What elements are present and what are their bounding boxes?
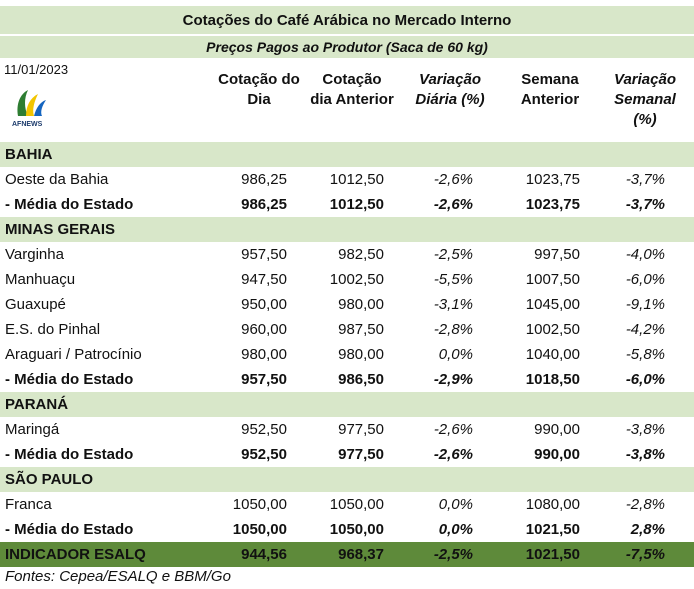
table-row: [0, 417, 694, 442]
cotacao-anterior-cell: 982,50: [338, 246, 384, 263]
cotacao-dia-cell: 957,50: [241, 246, 287, 263]
section-row: [0, 142, 694, 167]
semana-anterior-cell: 1023,75: [525, 171, 580, 188]
section-row: [0, 217, 694, 242]
date-label: 11/01/2023: [4, 62, 69, 77]
cotacao-dia-cell: 1050,00: [232, 521, 287, 538]
row-label: SÃO PAULO: [5, 471, 94, 488]
cotacao-dia-cell: 950,00: [241, 296, 287, 313]
variacao-semanal-cell: -6,0%: [625, 271, 665, 288]
state-average-row: [0, 442, 694, 467]
cotacao-anterior-cell: 980,00: [338, 346, 384, 363]
semana-anterior-cell: 990,00: [534, 446, 580, 463]
variacao-semanal-cell: -9,1%: [625, 296, 665, 313]
cotacao-anterior-cell: 968,37: [338, 546, 384, 563]
cotacao-anterior-cell: 977,50: [338, 446, 384, 463]
variacao-diaria-cell: -3,1%: [433, 296, 473, 313]
variacao-semanal-cell: -2,8%: [625, 496, 665, 513]
logo-text: AFNEWS: [12, 121, 43, 128]
table-row: [0, 167, 694, 192]
row-label: Oeste da Bahia: [5, 171, 109, 188]
header-cotacao-dia: Cotação do Dia: [218, 71, 300, 108]
cotacao-anterior-cell: 986,50: [338, 371, 384, 388]
variacao-semanal-cell: -3,7%: [625, 196, 665, 213]
row-label: Varginha: [5, 246, 64, 263]
cotacao-dia-cell: 944,56: [241, 546, 287, 563]
cotacao-anterior-cell: 1002,50: [329, 271, 384, 288]
semana-anterior-cell: 1007,50: [525, 271, 580, 288]
cotacao-dia-cell: 1050,00: [232, 496, 287, 513]
variacao-diaria-cell: -2,8%: [433, 321, 473, 338]
cotacao-anterior-cell: 987,50: [338, 321, 384, 338]
cotacao-anterior-cell: 1050,00: [329, 521, 384, 538]
row-label: E.S. do Pinhal: [5, 321, 101, 338]
row-label: - Média do Estado: [5, 521, 134, 538]
row-label: - Média do Estado: [5, 196, 134, 213]
variacao-semanal-cell: -6,0%: [625, 371, 665, 388]
row-label: Guaxupé: [5, 296, 66, 313]
variacao-diaria-cell: -2,5%: [433, 546, 473, 563]
row-label: - Média do Estado: [5, 446, 134, 463]
sources-footer: Fontes: Cepea/ESALQ e BBM/Go: [5, 568, 231, 585]
semana-anterior-cell: 997,50: [534, 246, 580, 263]
cotacao-dia-cell: 986,25: [241, 196, 287, 213]
section-row: [0, 467, 694, 492]
section-row: [0, 392, 694, 417]
header-variacao-semanal: Variação Semanal (%): [614, 71, 676, 128]
variacao-diaria-cell: -2,6%: [433, 446, 473, 463]
header-variacao-diaria: Variação Diária (%): [415, 71, 485, 108]
variacao-semanal-cell: -5,8%: [625, 346, 665, 363]
variacao-diaria-cell: 0,0%: [438, 496, 473, 513]
cotacao-dia-cell: 986,25: [241, 171, 287, 188]
cotacao-dia-cell: 947,50: [241, 271, 287, 288]
variacao-semanal-cell: -3,7%: [625, 171, 665, 188]
variacao-diaria-cell: -5,5%: [433, 271, 473, 288]
row-label: PARANÁ: [5, 396, 69, 413]
state-average-row: [0, 192, 694, 217]
row-label: Franca: [5, 496, 52, 513]
cotacao-anterior-cell: 977,50: [338, 421, 384, 438]
cotacao-dia-cell: 952,50: [241, 421, 287, 438]
semana-anterior-cell: 1045,00: [525, 296, 580, 313]
semana-anterior-cell: 1002,50: [525, 321, 580, 338]
header-cotacao-anterior: Cotação dia Anterior: [310, 71, 394, 108]
table-row: [0, 342, 694, 367]
variacao-diaria-cell: 0,0%: [438, 521, 473, 538]
row-label: Maringá: [5, 421, 60, 438]
indicator-row: [0, 542, 694, 567]
table-row: [0, 292, 694, 317]
semana-anterior-cell: 1018,50: [525, 371, 580, 388]
cotacao-anterior-cell: 1012,50: [329, 196, 384, 213]
variacao-semanal-cell: -4,2%: [625, 321, 665, 338]
variacao-diaria-cell: -2,9%: [433, 371, 473, 388]
afnews-logo: [8, 86, 52, 130]
table-subtitle: Preços Pagos ao Produtor (Saca de 60 kg): [0, 36, 694, 58]
cotacao-dia-cell: 957,50: [241, 371, 287, 388]
state-average-row: [0, 367, 694, 392]
variacao-semanal-cell: -3,8%: [625, 446, 665, 463]
header-semana-anterior: Semana Anterior: [520, 71, 580, 108]
state-average-row: [0, 517, 694, 542]
cotacao-anterior-cell: 1050,00: [329, 496, 384, 513]
variacao-semanal-cell: -3,8%: [625, 421, 665, 438]
cotacao-dia-cell: 952,50: [241, 446, 287, 463]
row-label: - Média do Estado: [5, 371, 134, 388]
row-label: Araguari / Patrocínio: [5, 346, 142, 363]
variacao-diaria-cell: 0,0%: [438, 346, 473, 363]
cotacao-dia-cell: 960,00: [241, 321, 287, 338]
variacao-diaria-cell: -2,6%: [433, 171, 473, 188]
variacao-diaria-cell: -2,5%: [433, 246, 473, 263]
semana-anterior-cell: 1021,50: [525, 521, 580, 538]
row-label: Manhuaçu: [5, 271, 76, 288]
cotacao-anterior-cell: 1012,50: [329, 171, 384, 188]
variacao-semanal-cell: -4,0%: [625, 246, 665, 263]
variacao-diaria-cell: -2,6%: [433, 421, 473, 438]
row-label: BAHIA: [5, 146, 53, 163]
table-row: [0, 492, 694, 517]
cotacao-anterior-cell: 980,00: [338, 296, 384, 313]
cotacao-dia-cell: 980,00: [241, 346, 287, 363]
table-row: [0, 317, 694, 342]
table-row: [0, 267, 694, 292]
semana-anterior-cell: 1023,75: [525, 196, 580, 213]
semana-anterior-cell: 990,00: [534, 421, 580, 438]
table-title: Cotações do Café Arábica no Mercado Interno: [0, 6, 694, 34]
variacao-diaria-cell: -2,6%: [433, 196, 473, 213]
semana-anterior-cell: 1021,50: [525, 546, 580, 563]
semana-anterior-cell: 1080,00: [525, 496, 580, 513]
variacao-semanal-cell: -7,5%: [625, 546, 665, 563]
table-row: [0, 242, 694, 267]
variacao-semanal-cell: 2,8%: [630, 521, 665, 538]
row-label: MINAS GERAIS: [5, 221, 116, 238]
semana-anterior-cell: 1040,00: [525, 346, 580, 363]
row-label: INDICADOR ESALQ: [5, 546, 146, 563]
